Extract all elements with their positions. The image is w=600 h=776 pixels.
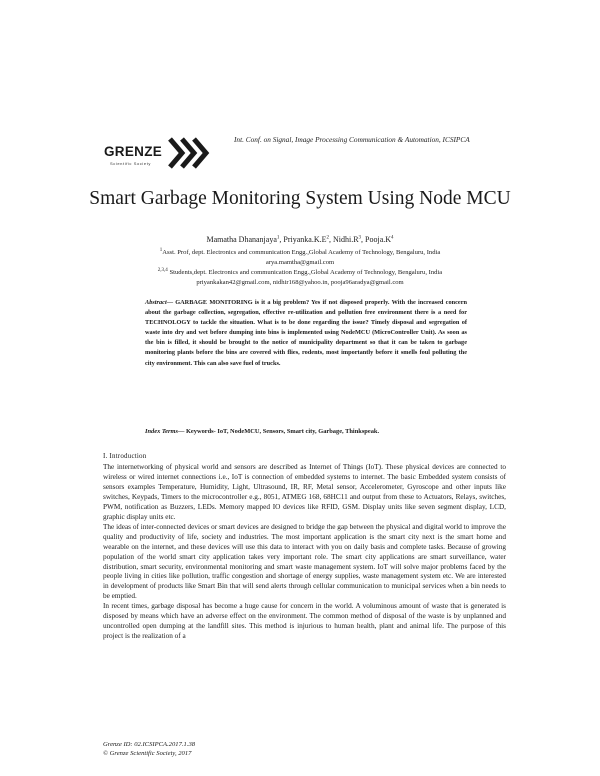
author-superscript: 1	[276, 235, 280, 241]
author-name: , Nidhi.R	[328, 235, 359, 244]
abstract-text: — GARBAGE MONITORING is it a big problem? Yes if not disposed properly. With the increased concern about the garbage collection, segregation, effective re-utilization and pollution free environment there is a need for TECHNOLOGY to tackle the situation. What is to be done regarding the issue? Timely disposal and segregation of waste into dry and wet before dumping into bins is implemented using NodeMCU (MicroController Unit). As soon as the bin is filled, it should be brought to the notice of municipality department so that it can be taken to garbage monitoring plants before the bins are covered with flies, rodents, most importantly before it smells foul polluting the city environment. This can also save fuel of trucks.	[145, 299, 467, 367]
affiliation-email: arya.mamtha@gmail.com	[265, 258, 335, 266]
affiliation-superscript: 1	[159, 247, 163, 253]
author-list	[0, 235, 600, 244]
page-footer	[103, 740, 195, 758]
index-terms-text: — Keywords- IoT, NodeMCU, Sensors, Smart city, Garbage, Thinkspeak.	[177, 428, 380, 435]
author-superscript: 2	[326, 235, 329, 241]
affiliation-text: Asst. Prof, dept. Electronics and communication Engg.,Global Academy of Technology, Bengaluru, India	[162, 249, 441, 256]
paragraph: The ideas of inter-connected devices or smart devices are designed to bridge the gap between the physical and digital world to improve the quality and productivity of life, society and industries. The most important application is the smart city next is the smart home and wearable on the internet, and these devices will use this data to interact with you on daily basis and complete tasks. Because of growing population of the world smart city application takes very important role. The smart city applications are smart surveillance, water distribution, smart security, environmental monitoring and smart waste management system. IoT will solve major problems faced by the people living in cities like pollution, traffic congestion and shortage of energy supplies, waste management system etc. We are interested in development of products like Smart Bin that will send alerts through cellular communication to municipal services when a bin needs to be emptied.	[103, 522, 506, 601]
section-heading: I. Introduction	[103, 452, 147, 460]
body-text	[103, 463, 506, 642]
affiliation-2	[0, 268, 600, 287]
author-name: Mamatha Dhananjaya	[206, 235, 277, 244]
paper-title: Smart Garbage Monitoring System Using Node MCU	[89, 188, 511, 209]
author-superscript: 3	[358, 235, 362, 241]
affiliation-superscript: 2,3,4	[157, 267, 168, 273]
grenze-id: Grenze ID: 02.ICSIPCA.2017.1.38	[103, 741, 196, 748]
affiliation-text: Students,dept. Electronics and communication Engg.,Global Academy of Technology, Bengaluru, India	[167, 269, 443, 276]
index-terms	[145, 428, 379, 435]
publisher-logo	[104, 134, 214, 174]
affiliation-line	[0, 248, 600, 258]
affiliation-1	[0, 248, 600, 267]
index-terms-label: Index Terms	[145, 428, 178, 435]
paragraph: In recent times, garbage disposal has become a huge cause for concern in the world. A voluminous amount of waste that is generated is disposed by means which have an adverse effect on the environment. The common method of disposal of the waste is by unplanned and uncontrolled open dumping at the landfill sites. This method is injurious to human health, plant and animal life. The purpose of this project is the realization of a	[103, 602, 506, 641]
author-name: , Pooja.K	[361, 235, 392, 244]
author-superscript: 4	[391, 235, 394, 241]
abstract-label: Abstract	[145, 299, 167, 306]
abstract	[145, 298, 467, 369]
paragraph: The internetworking of physical world and sensors are described as Internet of Things (IoT). These physical devices are connected to wireless or wired internet connections i.e., IoT is connection of embedded systems to internet. The basic Embedded system consists of sensors examples Temperature, Humidity, Light, Ultrasound, IR, RF, Metal sensor, Accelerometer, Gyroscope and other inputs like switches, Keypads, Timers to the microcontroller e.g., 8051, ATMEG 168, 68HC11 and output from these to Actuators, Relays, switches, PWM, notification as Buzzers, LEDs. Memory mapped IO devices like RFID, GSM. Display units like seven segment display, LCD, graphic display units etc.	[103, 463, 506, 521]
copyright-notice: © Grenze Scientific Society, 2017	[103, 750, 192, 757]
conference-name: Int. Conf. on Signal, Image Processing Communication & Automation, ICSIPCA	[234, 135, 470, 144]
affiliation-emails: priyankakan42@gmail.com, nidhir168@yahoo.in, pooja96aradya@gmail.com	[196, 278, 404, 286]
chevron-arrows-icon	[168, 136, 212, 170]
logo-wordmark: GRENZE	[104, 144, 163, 159]
logo-subtext: Scientific Society	[110, 161, 152, 166]
affiliation-line	[0, 268, 600, 278]
author-name: , Priyanka.K.E	[279, 235, 327, 244]
